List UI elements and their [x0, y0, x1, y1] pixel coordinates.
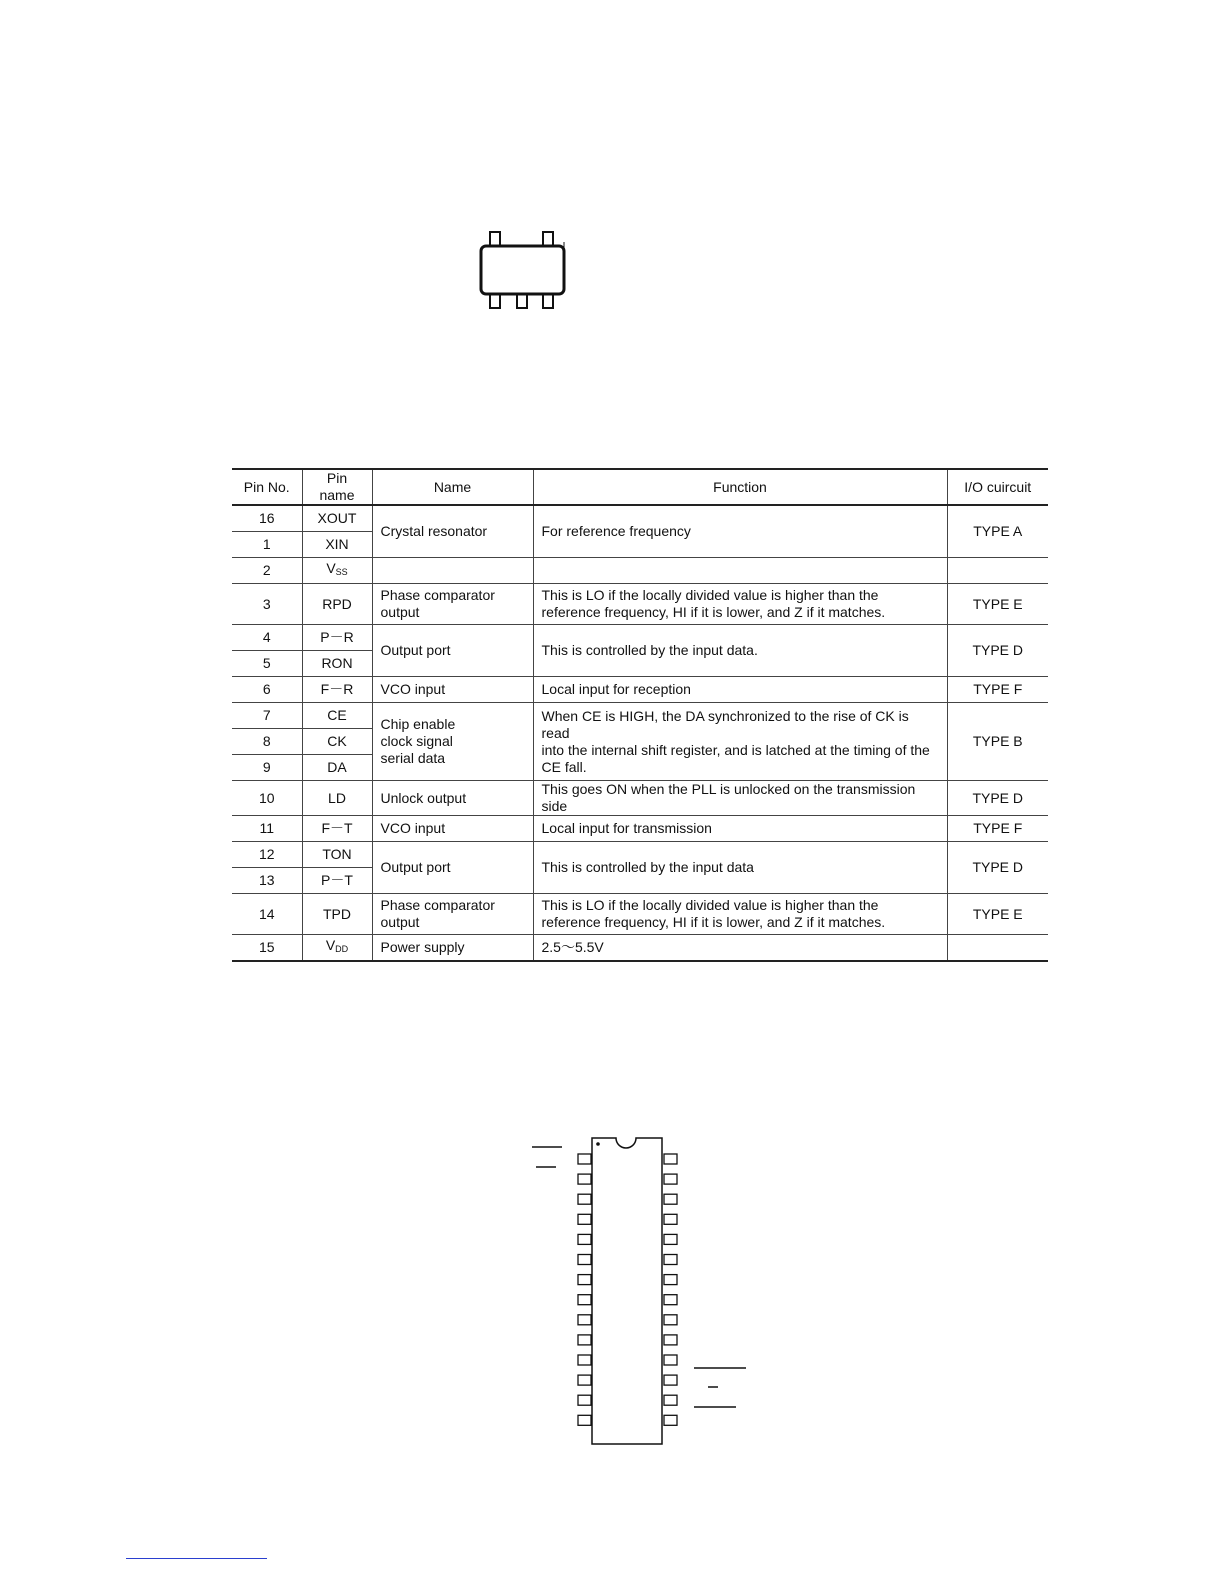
- pin-function: [533, 703, 947, 781]
- io-circuit-type: TYPE F: [947, 677, 1048, 703]
- package-pin-top-right: [543, 232, 553, 246]
- pin-name: XOUT: [302, 505, 372, 532]
- dip-pin-right: [664, 1214, 677, 1224]
- pin-number: 2: [232, 558, 302, 584]
- pin-function: 2.5～5.5V: [533, 935, 947, 962]
- table-row: [232, 584, 1048, 625]
- pin-function: For reference frequency: [533, 505, 947, 558]
- dip-pin-left: [578, 1214, 591, 1224]
- dip-pin-right: [664, 1315, 677, 1325]
- pin-function-table: [232, 468, 1048, 962]
- pin-function: [533, 894, 947, 935]
- dip-pin-right: [664, 1295, 677, 1305]
- pin-function-line: This is LO if the locally divided value is higher than the: [541, 897, 879, 913]
- package-5pin-diagram: [470, 228, 580, 316]
- pin-name: F－T: [302, 816, 372, 842]
- dip-pin-left: [578, 1295, 591, 1305]
- pin-name: F－R: [302, 677, 372, 703]
- io-circuit-type: TYPE B: [947, 703, 1048, 781]
- pin-name: [302, 558, 372, 584]
- pin-number: 3: [232, 584, 302, 625]
- dip-pin-left: [578, 1194, 591, 1204]
- pin-function: This is controlled by the input data.: [533, 625, 947, 677]
- pin-name: CE: [302, 703, 372, 729]
- pin-function: This is controlled by the input data: [533, 842, 947, 894]
- dip-pin-right: [664, 1355, 677, 1365]
- dip-pin-left: [578, 1255, 591, 1265]
- pin-function: This goes ON when the PLL is unlocked on the transmission side: [533, 781, 947, 816]
- pin-number: 12: [232, 842, 302, 868]
- pin-description: VCO input: [372, 816, 533, 842]
- dip-pin-right: [664, 1255, 677, 1265]
- pin-name: RON: [302, 651, 372, 677]
- ic-body: [592, 1138, 662, 1444]
- pin-function-line: This is LO if the locally divided value is higher than the: [541, 587, 879, 603]
- pin-name-subscript: DD: [335, 944, 349, 954]
- table-row: [232, 935, 1048, 962]
- pin-description: Crystal resonator: [372, 505, 533, 558]
- dip-pin-right: [664, 1154, 677, 1164]
- pin-function: Local input for transmission: [533, 816, 947, 842]
- io-circuit-type: [947, 935, 1048, 962]
- dip-pin-right: [664, 1335, 677, 1345]
- pin-number: 14: [232, 894, 302, 935]
- pin-function-line: reference frequency, HI if it is lower, and Z if it matches.: [541, 914, 886, 930]
- pin-number: 5: [232, 651, 302, 677]
- pin-function: [533, 558, 947, 584]
- pin-number: 7: [232, 703, 302, 729]
- io-circuit-type: TYPE E: [947, 894, 1048, 935]
- pin-description-line: serial data: [380, 750, 446, 766]
- pin-number: 4: [232, 625, 302, 651]
- pin-name: P－T: [302, 868, 372, 894]
- package-pin-bottom-3: [543, 294, 553, 308]
- package-body: [481, 246, 564, 294]
- pin-description: [372, 558, 533, 584]
- pin-description: VCO input: [372, 677, 533, 703]
- io-circuit-type: TYPE E: [947, 584, 1048, 625]
- pin-name-main: V: [325, 937, 336, 953]
- pin-number: 6: [232, 677, 302, 703]
- package-pin-bottom-2: [517, 294, 527, 308]
- pin-description: Power supply: [372, 935, 533, 962]
- package-pin-bottom-1: [490, 294, 500, 308]
- pin-function: [533, 584, 947, 625]
- pin-description-line: Chip enable: [380, 716, 456, 732]
- dip-pin-right: [664, 1234, 677, 1244]
- pin-name: DA: [302, 755, 372, 781]
- package-28pin-diagram: [520, 1130, 760, 1452]
- dip-pin-left: [578, 1234, 591, 1244]
- header-io-circuit: I/O cuircuit: [947, 469, 1048, 505]
- pin-description: Output port: [372, 625, 533, 677]
- table-row: [232, 894, 1048, 935]
- pin-name: RPD: [302, 584, 372, 625]
- io-circuit-type: [947, 558, 1048, 584]
- dip-pin-left: [578, 1335, 591, 1345]
- pin-function: Local input for reception: [533, 677, 947, 703]
- pin-description: Unlock output: [372, 781, 533, 816]
- dip-pin-right: [664, 1375, 677, 1385]
- dip-pin-left: [578, 1315, 591, 1325]
- dip-pin-left: [578, 1275, 591, 1285]
- pin-name: LD: [302, 781, 372, 816]
- pin-number: 10: [232, 781, 302, 816]
- table-row: [232, 625, 1048, 651]
- table-row: [232, 781, 1048, 816]
- pin-number: 9: [232, 755, 302, 781]
- io-circuit-type: TYPE D: [947, 625, 1048, 677]
- pin-name-subscript: SS: [335, 567, 348, 577]
- pin-name: TON: [302, 842, 372, 868]
- pin-name: CK: [302, 729, 372, 755]
- pin-name-main: V: [326, 560, 336, 576]
- io-circuit-type: TYPE A: [947, 505, 1048, 558]
- table-row: [232, 703, 1048, 729]
- dip-pin-left: [578, 1395, 591, 1405]
- footer-link-underline[interactable]: [126, 1558, 267, 1559]
- pin-number: 13: [232, 868, 302, 894]
- dip-pin-right: [664, 1395, 677, 1405]
- table-row: [232, 558, 1048, 584]
- dip-pin-left: [578, 1415, 591, 1425]
- dip-pin-right: [664, 1275, 677, 1285]
- dip-pin-left: [578, 1154, 591, 1164]
- pin-description: Phase comparator output: [372, 894, 533, 935]
- io-circuit-type: TYPE F: [947, 816, 1048, 842]
- pin-name: XIN: [302, 532, 372, 558]
- pin-number: 15: [232, 935, 302, 962]
- pin-name: P－R: [302, 625, 372, 651]
- table-row: [232, 816, 1048, 842]
- table-row: [232, 677, 1048, 703]
- pin-number: 1: [232, 532, 302, 558]
- package-pin-top-left: [490, 232, 500, 246]
- pin-function-line: reference frequency, HI if it is lower, and Z if it matches.: [541, 604, 886, 620]
- dip-pin-left: [578, 1375, 591, 1385]
- pin-function-line: into the internal shift register, and is latched at the timing of the CE fall.: [541, 741, 930, 775]
- header-pin-no: Pin No.: [232, 469, 302, 505]
- pin-description: [372, 703, 533, 781]
- header-name: Name: [372, 469, 533, 505]
- pin-name: [302, 935, 372, 962]
- pin-function-line: When CE is HIGH, the DA synchronized to the rise of CK is read: [541, 707, 909, 741]
- dip-pin-left: [578, 1355, 591, 1365]
- pin-description: Output port: [372, 842, 533, 894]
- io-circuit-type: TYPE D: [947, 842, 1048, 894]
- pin-number: 8: [232, 729, 302, 755]
- dip-pin-right: [664, 1174, 677, 1184]
- dip-pin-right: [664, 1194, 677, 1204]
- header-pin-name: Pin name: [302, 469, 372, 505]
- pin-name: TPD: [302, 894, 372, 935]
- table-row: [232, 505, 1048, 532]
- pin-description: Phase comparator output: [372, 584, 533, 625]
- pin1-marker-dot: [596, 1142, 600, 1146]
- io-circuit-type: TYPE D: [947, 781, 1048, 816]
- dip-pin-left: [578, 1174, 591, 1184]
- pin-description-line: clock signal: [380, 733, 453, 749]
- pin-number: 16: [232, 505, 302, 532]
- dip-pin-right: [664, 1415, 677, 1425]
- table-row: [232, 842, 1048, 868]
- table-header-row: [232, 469, 1048, 505]
- pin-number: 11: [232, 816, 302, 842]
- header-function: Function: [533, 469, 947, 505]
